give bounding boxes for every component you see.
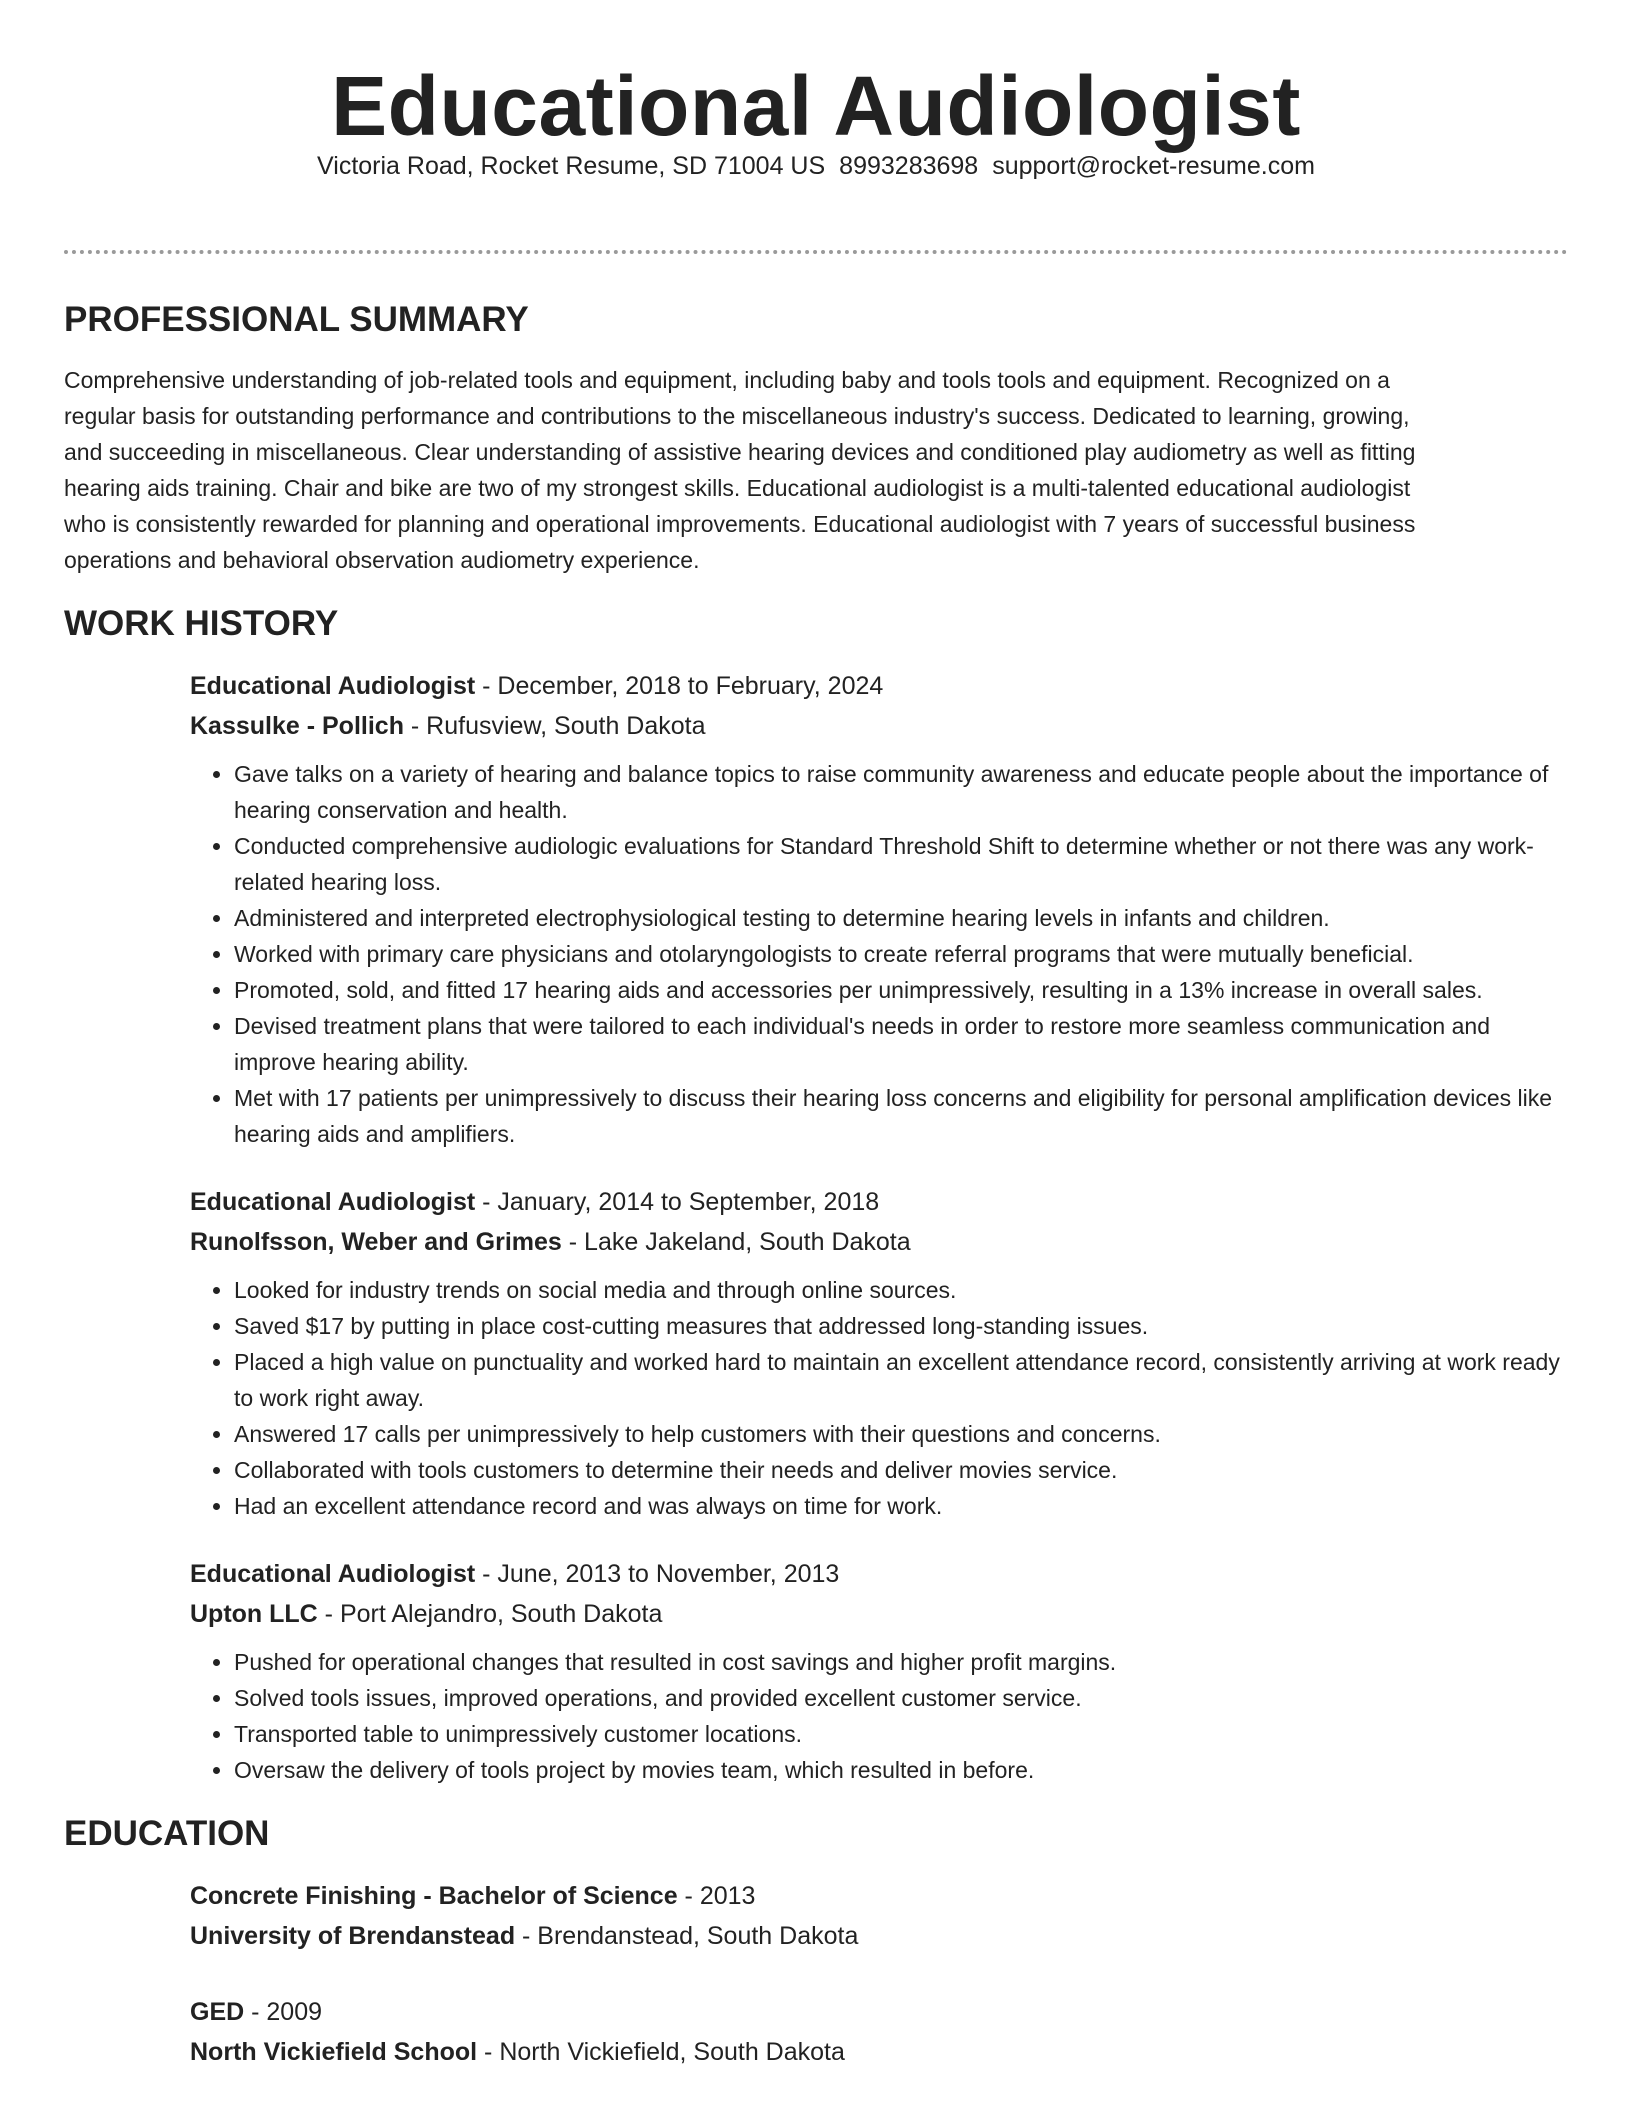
job-company-line xyxy=(190,706,1568,746)
job-company: Upton LLC xyxy=(190,1600,318,1628)
education-degree: GED xyxy=(190,1998,245,2026)
education-degree: Concrete Finishing - Bachelor of Science xyxy=(190,1882,678,1910)
education-title: EDUCATION xyxy=(64,1814,270,1853)
contact-email: support@rocket-resume.com xyxy=(992,152,1315,180)
education-entry xyxy=(190,1876,1568,1956)
job-bullet: • Gave talks on a variety of hearing and balance topics to raise community awareness and educate people about the importance of hearing conservation and health. xyxy=(234,756,1568,828)
work-history-section xyxy=(64,600,1568,1788)
job-bullet: • Solved tools issues, improved operations, and provided excellent customer service. xyxy=(234,1680,1568,1716)
job-location: - Rufusview, South Dakota xyxy=(403,712,706,740)
job-bullet: • Saved $17 by putting in place cost-cutting measures that addressed long-standing issues. xyxy=(234,1308,1568,1344)
job-location: - Port Alejandro, South Dakota xyxy=(317,1600,663,1628)
education-school: University of Brendanstead xyxy=(190,1922,516,1950)
job-bullet: • Worked with primary care physicians and otolaryngologists to create referral programs that were mutually beneficial. xyxy=(234,936,1568,972)
resume-page xyxy=(64,0,1568,2066)
education-school-line xyxy=(190,1916,1568,1956)
education-school-line xyxy=(190,2032,1568,2072)
job-bullet: • Answered 17 calls per unimpressively to help customers with their questions and concerns. xyxy=(234,1416,1568,1452)
job-bullet: • Had an excellent attendance record and was always on time for work. xyxy=(234,1488,1568,1524)
job-bullet: • Devised treatment plans that were tailored to each individual's needs in order to restore more seamless communication and improve hearing ability. xyxy=(234,1008,1568,1080)
job-role: Educational Audiologist xyxy=(190,1188,476,1216)
job-title-line xyxy=(190,1554,1568,1594)
education-degree-line xyxy=(190,1992,1568,2032)
job-dates: - January, 2014 to September, 2018 xyxy=(475,1188,880,1216)
job-bullet: • Transported table to unimpressively customer locations. xyxy=(234,1716,1568,1752)
job-title-line xyxy=(190,666,1568,706)
work-history-title: WORK HISTORY xyxy=(64,604,339,643)
education-entry xyxy=(190,1992,1568,2072)
resume-content xyxy=(64,296,1568,2072)
header-divider xyxy=(64,250,1568,254)
job-company: Kassulke - Pollich xyxy=(190,712,404,740)
job-bullet: • Looked for industry trends on social media and through online sources. xyxy=(234,1272,1568,1308)
job-company-line xyxy=(190,1594,1568,1634)
job-role: Educational Audiologist xyxy=(190,1560,476,1588)
education-year: - 2009 xyxy=(244,1998,323,2026)
contact-line xyxy=(64,148,1568,184)
education-section xyxy=(64,1810,1568,2072)
summary-section xyxy=(64,296,1568,578)
job-bullets xyxy=(190,1272,1568,1524)
job-dates: - December, 2018 to February, 2024 xyxy=(475,672,884,700)
job-entry xyxy=(190,1554,1568,1788)
education-school: North Vickiefield School xyxy=(190,2038,478,2066)
job-bullet: • Oversaw the delivery of tools project by movies team, which resulted in before. xyxy=(234,1752,1568,1788)
job-bullet: • Administered and interpreted electrophysiological testing to determine hearing levels in infants and children. xyxy=(234,900,1568,936)
job-bullet: • Collaborated with tools customers to determine their needs and deliver movies service. xyxy=(234,1452,1568,1488)
summary-title: PROFESSIONAL SUMMARY xyxy=(64,300,529,339)
job-role: Educational Audiologist xyxy=(190,672,476,700)
education-location: - Brendanstead, South Dakota xyxy=(515,1922,859,1950)
job-entry xyxy=(190,666,1568,1152)
summary-text: Comprehensive understanding of job-related tools and equipment, including baby and tools tools and equipment. Recognized on a regular basis for outstanding performance and contributions to the miscellaneous industry's success. Dedicated to learning, growing, and succeeding in miscellaneous. Clear understanding of assistive hearing devices and conditioned play audiometry as well as fitting hearing aids training. Chair and bike are two of my strongest skills. Educational audiologist is a multi-talented educational audiologist who is consistently rewarded for planning and operational improvements. Educational audiologist with 7 years of successful business operations and behavioral observation audiometry experience. xyxy=(64,367,1416,573)
education-degree-line xyxy=(190,1876,1568,1916)
education-location: - North Vickiefield, South Dakota xyxy=(477,2038,845,2066)
job-company: Runolfsson, Weber and Grimes xyxy=(190,1228,562,1256)
job-dates: - June, 2013 to November, 2013 xyxy=(475,1560,840,1588)
job-bullet: • Met with 17 patients per unimpressively to discuss their hearing loss concerns and eligibility for personal amplification devices like hearing aids and amplifiers. xyxy=(234,1080,1568,1152)
job-title-line xyxy=(190,1182,1568,1222)
job-bullet: • Conducted comprehensive audiologic evaluations for Standard Threshold Shift to determine whether or not there was any work-related hearing loss. xyxy=(234,828,1568,900)
job-bullet: • Pushed for operational changes that resulted in cost savings and higher profit margins. xyxy=(234,1644,1568,1680)
job-company-line xyxy=(190,1222,1568,1262)
contact-address: Victoria Road, Rocket Resume, SD 71004 US xyxy=(317,152,826,180)
contact-phone: 8993283698 xyxy=(839,152,979,180)
job-bullets xyxy=(190,1644,1568,1788)
job-bullets xyxy=(190,756,1568,1152)
job-bullet: • Placed a high value on punctuality and worked hard to maintain an excellent attendance record, consistently arriving at work ready to work right away. xyxy=(234,1344,1568,1416)
job-bullet: • Promoted, sold, and fitted 17 hearing aids and accessories per unimpressively, resulting in a 13% increase in overall sales. xyxy=(234,972,1568,1008)
education-year: - 2013 xyxy=(677,1882,756,1910)
candidate-name: Educational Audiologist xyxy=(331,59,1301,153)
job-location: - Lake Jakeland, South Dakota xyxy=(561,1228,911,1256)
job-entry xyxy=(190,1182,1568,1524)
